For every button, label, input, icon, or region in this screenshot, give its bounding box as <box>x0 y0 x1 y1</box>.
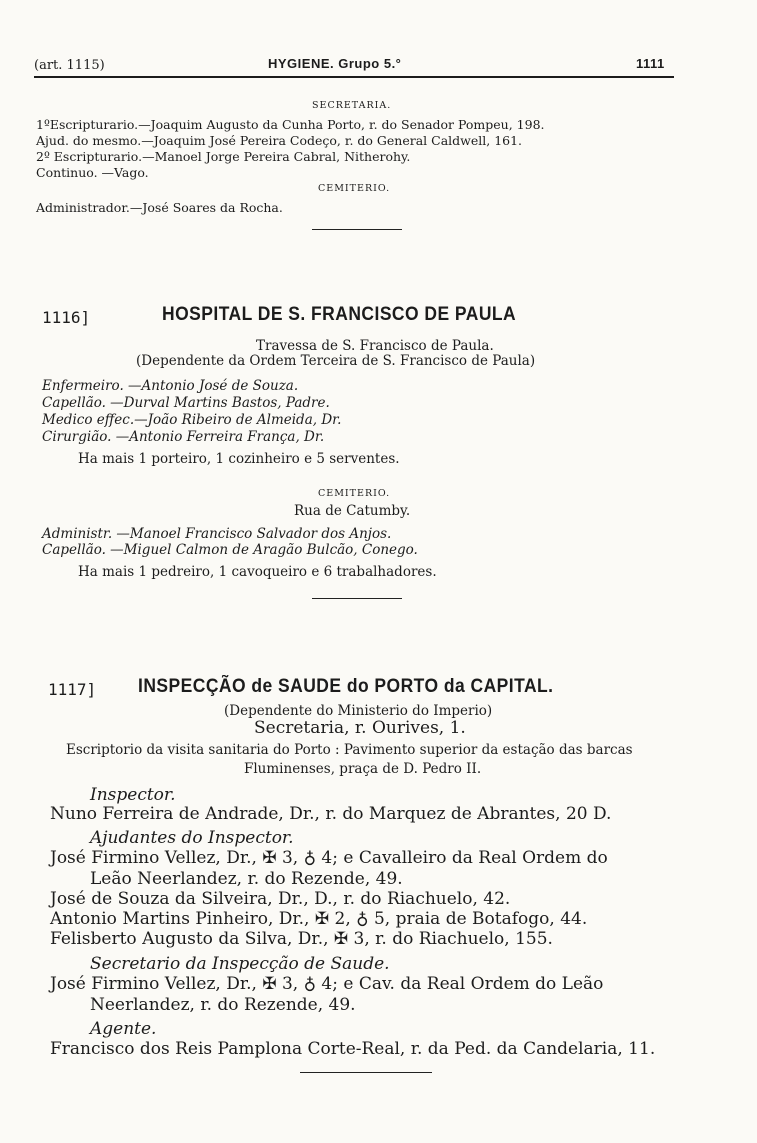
ajudante-1-cont: Leão Neerlandez, r. do Rezende, 49. <box>90 869 403 889</box>
secretario-1: José Firmino Vellez, Dr., ✠ 3, ♁ 4; e Cav. da Real Ordem do Leão <box>50 974 604 994</box>
section-title-1117: INSPECÇÃO de SAUDE do PORTO da CAPITAL. <box>138 676 554 697</box>
separator-2 <box>312 598 402 599</box>
separator <box>312 229 402 230</box>
ajudante-4: Felisberto Augusto da Silva, Dr., ✠ 3, r. do Riachuelo, 155. <box>50 929 553 949</box>
escriptorio-line-1: Escriptorio da visita sanitaria do Porto : Pavimento superior da estação das barcas <box>66 742 633 758</box>
cemiterio-label-top: CEMITERIO. <box>318 183 391 194</box>
cemiterio-staff-1: Administr. —Manoel Francisco Salvador dos Anjos. <box>42 526 392 542</box>
section-number-1117: 1117] <box>48 680 97 699</box>
secretario-1-cont: Neerlandez, r. do Rezende, 49. <box>90 995 356 1015</box>
secretaria-label: SECRETARIA. <box>312 100 392 111</box>
agente-label: Agente. <box>90 1019 157 1039</box>
separator-3 <box>300 1072 432 1073</box>
inspeccao-dependency: (Dependente do Ministerio do Imperio) <box>224 703 493 719</box>
top-row-2: Ajud. do mesmo.—Joaquim José Pereira Codeço, r. do General Caldwell, 161. <box>36 133 523 148</box>
ajudante-1: José Firmino Vellez, Dr., ✠ 3, ♁ 4; e Cavalleiro da Real Ordem do <box>50 848 608 868</box>
page-number: 1111 <box>636 56 665 71</box>
inspeccao-secretaria: Secretaria, r. Ourives, 1. <box>254 718 466 738</box>
ajudante-2: José de Souza da Silveira, Dr., D., r. do Riachuelo, 42. <box>50 889 511 909</box>
escriptorio-line-2: Fluminenses, praça de D. Pedro II. <box>244 761 482 777</box>
cemiterio-staff-2: Capellão. —Miguel Calmon de Aragão Bulcão, Conego. <box>42 542 418 558</box>
section-number-1116: 1116] <box>42 308 91 327</box>
inspector-label: Inspector. <box>90 785 176 805</box>
hospital-staff-4: Cirurgião. —Antonio Ferreira França, Dr. <box>42 429 325 445</box>
ajudantes-label: Ajudantes do Inspector. <box>90 828 294 848</box>
cemiterio-extra: Ha mais 1 pedreiro, 1 cavoqueiro e 6 trabalhadores. <box>78 564 437 580</box>
hospital-extra: Ha mais 1 porteiro, 1 cozinheiro e 5 serventes. <box>78 451 400 467</box>
hospital-dependency: (Dependente da Ordem Terceira de S. Francisco de Paula) <box>136 353 536 369</box>
top-row-4: Continuo. —Vago. <box>36 165 149 180</box>
admin-row: Administrador.—José Soares da Rocha. <box>36 200 283 215</box>
hospital-staff-1: Enfermeiro. —Antonio José de Souza. <box>42 378 299 394</box>
running-head: HYGIENE. Grupo 5.° <box>268 56 402 71</box>
hospital-staff-2: Capellão. —Durval Martins Bastos, Padre. <box>42 395 330 411</box>
inspector-name: Nuno Ferreira de Andrade, Dr., r. do Marquez de Abrantes, 20 D. <box>50 804 612 824</box>
hospital-staff-3: Medico effec.—João Ribeiro de Almeida, Dr. <box>42 412 342 428</box>
header-rule <box>34 76 674 78</box>
header-left: (art. 1115) <box>34 58 105 73</box>
top-row-3: 2º Escripturario.—Manoel Jorge Pereira Cabral, Nitherohy. <box>36 149 411 164</box>
hospital-address: Travessa de S. Francisco de Paula. <box>256 338 494 354</box>
section-title-1116: HOSPITAL DE S. FRANCISCO DE PAULA <box>162 304 517 325</box>
top-row-1: 1ºEscripturario.—Joaquim Augusto da Cunha Porto, r. do Senador Pompeu, 198. <box>36 117 545 132</box>
secretario-label: Secretario da Inspecção de Saude. <box>90 954 390 974</box>
ajudante-3: Antonio Martins Pinheiro, Dr., ✠ 2, ♁ 5, praia de Botafogo, 44. <box>50 909 588 929</box>
cemiterio-address: Rua de Catumby. <box>294 503 411 519</box>
agente-name: Francisco dos Reis Pamplona Corte-Real, r. da Ped. da Candelaria, 11. <box>50 1039 656 1059</box>
cemiterio-label: CEMITERIO. <box>318 488 391 499</box>
